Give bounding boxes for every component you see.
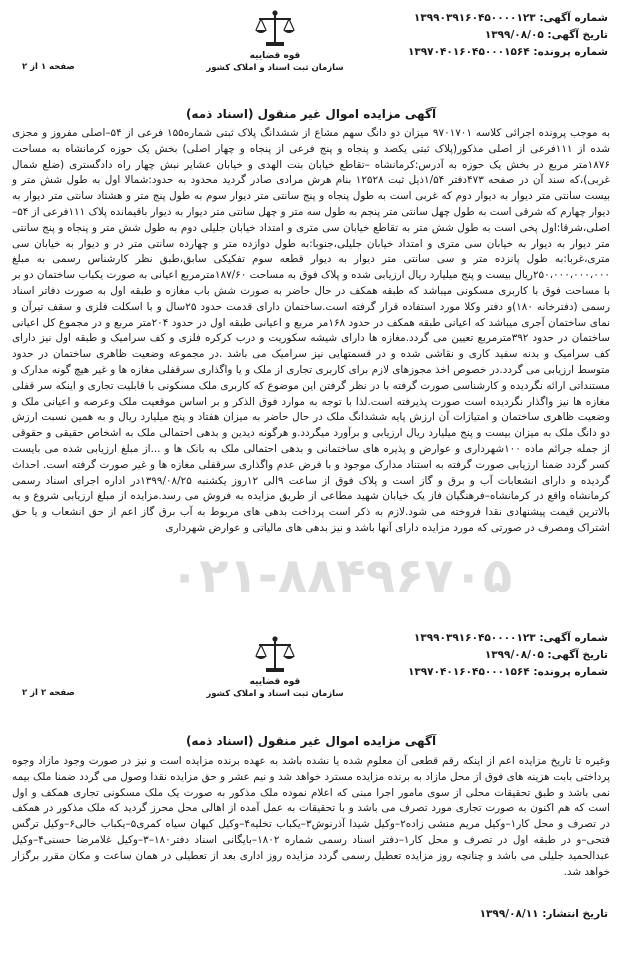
- org-subtitle: سازمان ثبت اسناد و املاک کشور: [206, 689, 344, 699]
- notice-meta: [408, 10, 608, 61]
- ad-date: تاریخ آگهی: ۱۳۹۹/۰۸/۰۵: [484, 29, 608, 41]
- ad-number: شماره آگهی: ۱۳۹۹۰۳۹۱۶۰۴۵۰۰۰۰۱۲۳: [413, 12, 608, 24]
- ad-date: تاریخ آگهی: ۱۳۹۹/۰۸/۰۵: [484, 649, 608, 661]
- scales-of-justice-icon: [253, 8, 297, 50]
- case-number: شماره پرونده: ۱۳۹۷۰۴۰۱۶۰۴۵۰۰۰۱۵۶۴: [407, 46, 608, 58]
- judiciary-emblem: [200, 8, 350, 74]
- org-subtitle: سازمان ثبت اسناد و املاک کشور: [206, 63, 344, 73]
- notice-body: به موجب پرونده اجرائی کلاسه ۹۷۰۱۷۰۱ میزان دو دانگ سهم مشاع از ششدانگ پلاک ثبتی شماره۱۵۵ فرعی از ۵۴–اصلی مفروز و مجزی شده از ۱۱۱فرعی از اصلی مذکور(پلاک ثبتی یکصد و پنجاه و پنج فرعی از پنجاه و چهار اصلی) بخش یک حوزه کرمانشاه به مساحت ۱۸۷۶متر مربع در بخش یک حوزه به آدرس:کرمانشاه –تقاطع خیابان بنت الهدی و خیابان عشایر نبش چهار راه دادگستری (ضلع شمال غربی)،که سند آن در صفحه ۴۷۳دفتر ۱/۵۴ذیل ثبت ۱۲۵۲۸ بنام هرش مرادی صادر گردید محدود به حدود:شمالا اول به طول شش متر و بیست سانتی متر دیوار به دیوار دوم که غربی است به طول پنجاه و پنج سانتی متر دیوار سوم به طول پنج متر و هشتاد سانتی متر دیوار به دیوار چهارم که شرقی است به طول چهل سانتی متر پنجم به طول سه متر و چهل سانتی متر دیوار به دیوار باقیمانده پلاک ۱۱۱فرعی از ۵۴–اصلی،شرقا:اول پخی است به طول شش متر به تقاطع خیابان سی متری و امتداد خیابان جلیلی دوم به طول شش متر و پنجاه و پنج سانتی متر دیوار به دیوار به خیابان سی متری و امتداد خیابان جلیلی،جنوبا:به طول دوازده متر و چهارده سانتی متر در و دیوار به خیابان سی متری،غربا:به طول پانزده متر و سی سانتی متر دیوار به دیوار قطعه سوم تفکیکی سابق،طبق نظر کارشناس رسمی به مبلغ ۲۵۰،۰۰۰،۰۰۰،۰۰۰ریال بیست و پنج میلیارد ریال ارزیابی شده و پلاک فوق به مساحت ۱۸۷/۶۰مترمربع اعیانی به صورت یکباب ساختمان دو بر با مساحت فوق با کاربری مسکونی میباشد که طبقه همکف در حال حاضر به صورت شش باب مغازه و طبقه اول به صورت دفاتر اسناد رسمی (دفترخانه ۱۸۰)و دفتر وکلا مورد استفاده قرار گرفته است.ساختمان دارای قدمت حدود ۲۵سال و با اسکلت فلزی و سقف تیرآن و نمای ساختمان آجری میباشد که اعیانی طبقه همکف در حدود ۱۶۸مر مربع و اعیانی طبقه اول در حدود ۲۰۴متر مربع و در مجموع کل اعیانی ساختمان در حدود ۳۹۲مترمربع تعیین می گردد.مغازه ها دارای شیشه سکوریت و درب کرکره فلزی و کف سرامیک و طبقه اول نیز دارای کف سرامیک و بدنه سفید کاری و نقاشی شده و در قسمتهایی نیز سرامیک می باشد .در مجموعه وضعیت ظاهری ساختمان در حدود متوسط ارزیابی می گردد.در خصوص اخذ مجوزهای لازم برای کاربری تجاری از ملک و یا واگذاری سرقفلی مغازه ها و غیر هیچ گونه مدارک و مستنداتی ارائه نگردیده و کارشناسی صورت گرفته با در نظر گرفتن این موضوع که کاربری ملک مسکونی با قابلیت تجاری و اینکه سر قفلی مغازه ها نیز واگذار نگردیده است صورت پذیرفته است.لذا با توجه به موارد فوق الذکر و بر اساس موقعیت ملک وعرصه و اعیانی ملک و وضعیت ظاهری ساختمان و امتیازات آن ارزش پایه ششدانگ ملک در حال حاضر به میزان هفتاد و پنج میلیارد ریال و به همین نسبت ارزش دو دانگ ملک به میزان بیست و پنج میلیارد ریال ارزیابی و برآورد میگردد.و هرگونه دیدین و بدهی احتمالی ملک به اشخاص حقیقی و حقوقی از جمله جرائم ماده ۱۰۰شهرداری و عوارض و پذیره های ساختمانی و بدهی احتمالی ملک به بانک ها و ...از مبلغ ارزیابی شده می بایست کسر گردد ضمنا ارزیابی صورت گرفته به استناد مدارک موجود و با فرض عدم واگذاری سرقفلی مغازه ها و غیر صورت گرفته است. احداث گردیده و دارای انشعابات آب و برق و گاز است و پلاک فوق از ساعت ۹الی ۱۲روز یکشنبه ۱۳۹۹/۰۸/۲۵در اداره اجرای اسناد رسمی کرمانشاه واقع در کرمانشاه–فرهنگیان فاز یک خیابان شهید مطاعی از طریق مزایده به فروش می رسد.مزایده از مبلغ ارزیابی شروع و به بالاترین قیمت پیشنهادی نقدا فروخته می شود.لازم به ذکر است پرداخت بدهی های مربوط به آب برق گاز اعم از حق انشعاب و یا حق اشتراک ومصرف در صورتی که مورد مزایده دارای آنها باشد و نیز بدهی های مالیاتی و عوارض شهرداری: [12, 127, 611, 534]
- notice-title: آگهی مزایده اموال غیر منقول (اسناد ذمه): [185, 734, 437, 748]
- notice-meta: [408, 630, 608, 681]
- page-number: صفحه ۲ از ۲: [22, 688, 75, 698]
- watermark-phone: ۰۲۱-۸۸۴۹۶۷۰۵: [170, 548, 513, 604]
- notice-body: وغیره تا تاریخ مزایده اعم از اینکه رقم قطعی آن معلوم شده یا نشده باشد به عهده برنده مزایده است و نیز در صورت وجود مازاد وجوه پرداختی بابت هزینه های فوق از محل مازاد به برنده مزایده مسترد خواهد شد و نیم عشر و حق مزایده نقدا وصول می گردد ضمنا ملک بیمه نمی باشد و طبق تحقیقات محلی از سوی مامور اجرا مبنی که اعلام نموده ملک مذکور به صورت یک ملک مسکونی تجاری همکف و اول است که هم اکنون به صورت تجاری مورد تصرف می باشد و با تحقیقات به عمل آمده از اهالی محل محرز گردید که ملک مذکور در همکف در تصرف و محل کار۱–وکیل مریم منشی زاده۲–وکیل شیدا آذرنوش۳–یکباب تخلیه۴–وکیل کیهان سیاه کمری۵–یکباب خالی۶–وکیل ترگس فتحی–و در طبقه اول در تصرف و محل کار۱–دفتر اسناد رسمی شماره ۱۸۰۲–بایگانی اسناد دفتر۱۸۰–۳–وکیل غلامرضا حسنی۴–وکیل عبدالحمید جلیلی می باشد و چنانچه روز مزایده تعطیل رسمی گردد مزایده روز اداری بعد از تعطیلی در همان ساعت و مکان مقرر برگزار خواهد شد.: [12, 755, 611, 878]
- case-number: شماره پرونده: ۱۳۹۷۰۴۰۱۶۰۴۵۰۰۰۱۵۶۴: [407, 666, 608, 678]
- scales-of-justice-icon: [253, 634, 297, 676]
- org-name: قوه قضاییه: [249, 677, 301, 687]
- page-number: صفحه ۱ از ۲: [22, 62, 75, 72]
- ad-number: شماره آگهی: ۱۳۹۹۰۳۹۱۶۰۴۵۰۰۰۰۱۲۳: [413, 632, 608, 644]
- judiciary-emblem: [200, 634, 350, 700]
- org-name: قوه قضاییه: [249, 51, 301, 61]
- publish-date: تاریخ انتشار: ۱۳۹۹/۰۸/۱۱: [479, 908, 608, 920]
- notice-title: آگهی مزایده اموال غیر منقول (اسناد ذمه): [185, 107, 437, 121]
